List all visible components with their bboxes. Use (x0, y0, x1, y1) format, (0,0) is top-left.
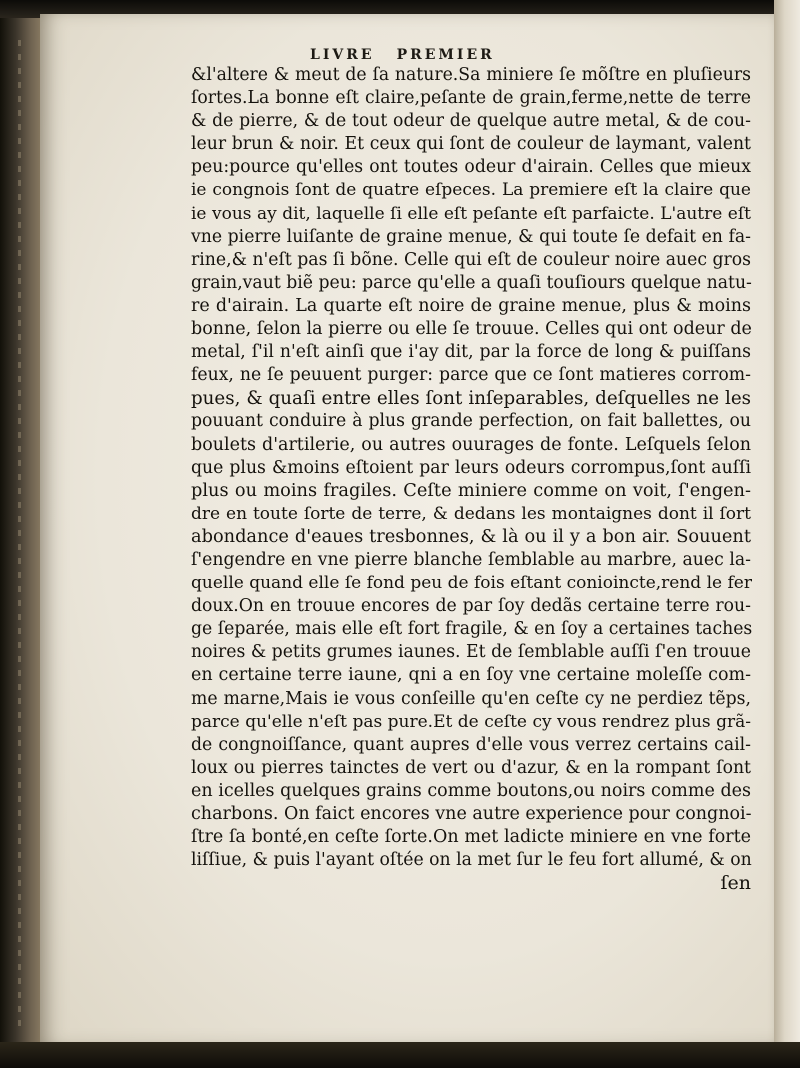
text-line-21: abondance d'eaues tresbonnes, & là ou il y a bon air. Souuent (191, 526, 751, 547)
text-line-1: &l'altere & meut de ſa nature.Sa miniere ſe mõſtre en pluſieurs (191, 65, 751, 85)
header-premier: PREMIER (396, 47, 495, 63)
page-edge (774, 0, 800, 1068)
text-line-30: de congnoiſſance, quant aupres d'elle vous verrez certains cail- (191, 734, 751, 755)
text-line-13: metal, ſ'il n'eſt ainſi que i'ay dit, par la force de long & puiſſans (191, 342, 751, 363)
text-line-24: doux.On en trouue encores de par ſoy dedãs certaine terre rou- (191, 596, 751, 617)
text-line-27: en certaine terre iaune, qni a en ſoy vne certaine moleſſe com- (191, 665, 751, 686)
text-line-2: ſortes.La bonne eſt claire,peſante de grain,ferme,nette de terre (191, 88, 751, 109)
text-line-18: que plus &moins eſtoient par leurs odeurs corrompus,ſont auſſi (191, 457, 751, 478)
text-line-5: peu:pource qu'elles ont toutes odeur d'airain. Celles que mieux (191, 157, 751, 178)
header-livre: LIVRE (310, 47, 375, 63)
text-line-26: noires & petits grumes iaunes. Et de ſemblable auſſi ſ'en trouue (191, 642, 751, 663)
text-line-6: ie congnois ſont de quatre eſpeces. La premiere eſt la claire que (191, 180, 751, 201)
catchword: ſen (720, 872, 751, 895)
body-text (191, 64, 751, 895)
text-line-20: dre en toute ſorte de terre, & dedans les montaignes dont il ſort (191, 503, 751, 524)
text-line-11: re d'airain. La quarte eſt noire de graine menue, plus & moins (191, 295, 751, 316)
text-line-19: plus ou moins fragiles. Ceſte miniere comme on voit, ſ'engen- (191, 480, 751, 501)
text-line-28: me marne,Mais ie vous conſeille qu'en ceſte cy ne perdiez tẽps, (191, 688, 751, 709)
text-line-16: pouuant conduire à plus grande perfection, on fait ballettes, ou (191, 411, 751, 432)
text-line-17: boulets d'artilerie, ou autres ouurages de fonte. Leſquels ſelon (191, 434, 751, 455)
text-line-32: en icelles quelques grains comme boutons,ou noirs comme des (191, 780, 751, 801)
text-line-10: grain,vaut biẽ peu: parce qu'elle a quaſi touſiours quelque natu- (191, 272, 752, 293)
text-line-31: loux ou pierres tainctes de vert ou d'azur, & en la rompant ſont (191, 757, 751, 778)
text-line-34: ſtre ſa bonté,en ceſte ſorte.On met ladicte miniere en vne forte (191, 827, 751, 848)
bottom-shadow (0, 1042, 800, 1068)
text-line-33: charbons. On faict encores vne autre experience pour congnoi- (191, 804, 752, 824)
text-line-14: feux, ne ſe peuuent purger: parce que ce ſont matieres corrom- (191, 365, 751, 386)
text-line-8: vne pierre luiſante de graine menue, & qui toute ſe defait en fa- (191, 226, 751, 247)
text-line-7: ie vous ay dit, laquelle ſi elle eſt peſante eſt parfaicte. L'autre eſt (191, 203, 751, 224)
text-line-29: parce qu'elle n'eſt pas pure.Et de ceſte cy vous rendrez plus grã- (191, 711, 751, 732)
text-line-22: ſ'engendre en vne pierre blanche ſemblable au marbre, auec la- (191, 549, 751, 570)
text-line-25: ge ſeparée, mais elle eſt fort fragile, & en ſoy a certaines taches (191, 619, 753, 640)
book-spine (0, 0, 44, 1068)
text-line-35: liſſiue, & puis l'ayant oſtée on la met ſur le feu fort allumé, & on (191, 850, 752, 871)
text-line-9: rine,& n'eſt pas ſi bõne. Celle qui eſt de couleur noire auec gros (191, 249, 751, 270)
text-line-23: quelle quand elle ſe fond peu de fois eſtant conioincte,rend le fer (191, 573, 752, 594)
text-line-4: leur brun & noir. Et ceux qui ſont de couleur de laymant, valent (191, 134, 751, 155)
text-line-12: bonne, ſelon la pierre ou elle ſe trouue. Celles qui ont odeur de (191, 319, 752, 340)
text-line-15: pues, & quaſi entre elles ſont inſeparables, deſquelles ne les (191, 388, 751, 410)
text-line-3: & de pierre, & de tout odeur de quelque autre metal, & de cou- (191, 111, 751, 132)
